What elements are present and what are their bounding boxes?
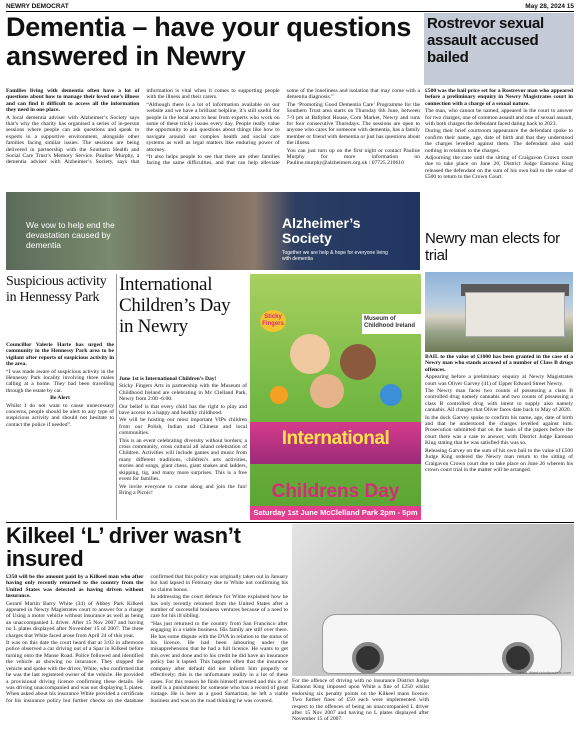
hennessy-article xyxy=(6,342,114,520)
hennessy-paragraph: “I was made aware of suspicious activity in the Hennessy Park locality involving three males calling at a home. They had been travelling through the estate by car. xyxy=(6,368,114,394)
rostrevor-paragraph: During their brief courtroom appearance the defendant spoke to confirm their name, age, date of birth and that they understood the charges levelled against them. The defendant also said nothing in relation to the charges. xyxy=(425,128,573,154)
dementia-paragraph: “Although there is a lot of information available on our website and we have a brilliant helpline, it’s still useful for people in the local area to hear from experts who work on some of these tricky issues every day. People really value the opportunity to ask questions about things like how to navigate around our complex health and social care systems as well as legal matters like enduring power of attorney. xyxy=(146,101,280,153)
childrens-day-lead: June 1st is International Children’s Day! xyxy=(119,376,217,382)
hennessy-headline: Suspicious activity in Hennessy Park xyxy=(6,274,107,305)
kilkeel-paragraph: Gerard Martin Barry White (34) of Abbey Park Kilkeel appeared in Newry Magistrates court to answer for a charge of Using a motor vehicle without insurance as well as being an unaccompanied L driver. After 15 Nov 2007 and having no L plates displayed after November 15 of 2007. The three charges that White faced arose from April 24 of this year. xyxy=(6,600,144,639)
child-illustration xyxy=(290,334,330,374)
rostrevor-paragraph: Adjourning the case until the sitting of Craigavon Crown court due to take place on June 26, District Judge Eamonn King released the defendant on the sum of his own bail to the value of £500 to return to the Crown Court. xyxy=(425,155,573,181)
newry-trial-paragraph: The Newry man faces two counts of possessing a class B controlled drug namely cannabis and two counts of possessing a class B controlled drug with intent to supply also namely cannabis. All charges that Oliver faces date back to May of 2020. xyxy=(425,388,573,414)
dementia-paragraph: “It also helps people to see that there are other families facing the same difficulties, and that can help alleviate some of the loneliness and isolation that may come with a dementia diagnosis.” xyxy=(146,88,420,167)
ball-illustration xyxy=(270,386,288,404)
child-illustration xyxy=(340,344,376,380)
newry-trial-paragraph: Appearing before a preliminary enquiry at Newry Magistrates court was Oliver Garvey (41) of Upper Edward Street Newry. xyxy=(425,374,573,387)
dementia-paragraph: A local dementia adviser with Alzheimer’s Society says that’s why the charity has organised a series of in-person sessions where people can ask questions and speak to experts in a supportive environment, alongside other families facing similar issues. The sessions are being delivered in partnership with the Southern Health and Social Care Trust’s Memory Service. Pauline Murphy, a dementia adviser with Alzheimer’s Society, says that information is vital when it comes to supporting people with the illness and their carers. xyxy=(6,88,280,166)
dementia-paragraph: The ‘Promoting Good Dementia Care’ Programme for the Southern Trust area starts on Thursday 6th June, between 7-9 pm at Ballybot House, Corn Market, Newry and runs for four consecutive Thursdays. The sessions are open to anyone who cares for someone with dementia, has a family member or friend with dementia or just has questions about the illness. xyxy=(286,101,420,147)
newry-trial-article xyxy=(425,354,573,522)
kilkeel-lead: £350 will be the amount paid by a Kilkeel man who after having only recently returned to the country from the United States was detected as having driven without insurance. xyxy=(6,574,144,600)
photo-credit: Jamie Welsh/shutterstock.com xyxy=(516,670,571,675)
alzheimers-logo xyxy=(282,202,392,262)
poster-footer: Saturday 1st June McClelland Park 2pm - 5pm xyxy=(250,506,421,520)
kilkeel-paragraph: “Has just returned to the country from San Francisco after engaging in a viable business. His family are still over there. He has some dispute with the DVA in relation to the status of his licence. He had been labouring under the misapprehension that he had a full licence. He wants to get this over and done and to his credit he did have an insurance policy but it lapsed. This happens often that the insurance company after default did not inform him properly or effectively; this is the unfortunate reality in a lot of these cases. For this reason he finds himself arrested and this in of itself is a punishment for someone who has a record of great vintage. He is here as a good Samaritan, he left a viable business and was on the road thinking he was covered. xyxy=(150,620,288,704)
dementia-paragraph: You can just turn up on the first night or contact Pauline Murphy for more information on Pauline.murphy@alzheimers.org.uk / 07725 210610 xyxy=(286,147,420,167)
poster-banner-text: International xyxy=(281,428,390,449)
childrens-day-paragraph: Sticky Fingers Arts in partnership with the Museum of Childhood Ireland are celebrating in Mc Clelland Park, Newry from 2:00 -6:00. xyxy=(119,383,247,403)
kilkeel-paragraph: It was on this date the court heard that at 3:03 in afternoon police observed a car driving out of a Spar in Kilkeel before turning onto the Manse Road. Police followed and identified the vehicle as showing no insurance. They stopped the vehicle and spoke with the driver, White, who confirmed that he was the last registered owner of the vehicle. He provided a provisional driving licence confirming these details. He was driving unaccompanied and was not displaying L plates. When asked about his insurance White provided a certificate for his insurance policy but further checks on the database confirmed that this policy was originally taken out in January but had lapsed in February due to White not confirming his no claims bonus. xyxy=(6,574,288,704)
childrens-day-headline: International Children’s Day in Newry xyxy=(119,274,231,337)
hennessy-paragraph: Whilst I do not want to cause unnecessary concerns, people should be alert to any type of suspicious activity and should not hesitate to contact the police if needed”. xyxy=(6,402,114,428)
rostrevor-lead: £500 was the bail price set for a Rostrevor man who appeared before a preliminary enquiry in Newry Magistrates court in connection with a charge of a sexual nature. xyxy=(425,88,573,107)
house-photo xyxy=(425,272,573,352)
childrens-day-poster xyxy=(250,274,421,520)
section-rule xyxy=(6,522,574,523)
newry-trial-lead: BAIL to the value of £1000 has been granted in the case of a Newry man who stands accused of a number of Class B drugs offences. xyxy=(425,354,573,373)
dementia-article xyxy=(6,88,420,190)
poster-banner xyxy=(250,422,421,464)
hennessy-lead: Councillor Valerie Harte has urged the community in the Hennessy Park area to be vigilant after reports of suspicious activity in the area. xyxy=(6,342,114,368)
house-building xyxy=(465,292,565,337)
hennessy-subhead: Be Alert xyxy=(50,395,70,402)
child-illustration xyxy=(310,374,344,408)
paper-name: NEWRY DEMOCRAT xyxy=(6,3,69,10)
rostrevor-article xyxy=(425,88,573,228)
car-photo xyxy=(292,524,574,676)
dementia-photo xyxy=(6,192,420,270)
rostrevor-headline: Rostrevor sexual assault accused bailed xyxy=(424,13,574,85)
alzheimers-logo-tagline: Together we are help & hope for everyone living with dementia xyxy=(282,250,388,262)
masthead xyxy=(6,2,574,12)
kilkeel-headline: Kilkeel ‘L’ driver wasn’t insured xyxy=(6,524,241,571)
sticky-fingers-logo: Sticky Fingers xyxy=(260,310,286,332)
kilkeel-article-mid xyxy=(292,678,429,734)
dementia-lead: Families living with dementia often have a lot of questions about how to manage their loved one’s illness and can find it difficult to access all the information they need in one place. xyxy=(6,88,140,114)
newry-trial-headline: Newry man elects for trial xyxy=(425,230,560,264)
column-rule xyxy=(116,274,117,520)
dementia-photo-caption: We vow to help end the devastation caused by dementia xyxy=(26,220,115,250)
museum-of-childhood-logo: Museum of Childhood Ireland xyxy=(362,314,421,334)
newry-trial-paragraph: In the dock Garvey spoke to confirm his name, age, date of birth and that he understood the charges levelled against him. Prosecution submitted that on the basis of the papers before the court there was a case to answer, with District Judge Eamonn King stating that he was satisfied this was so. xyxy=(425,414,573,447)
childrens-day-paragraph: We will be hosting our most important VIPs children from our Polish, Indian and Chinese and local communities. xyxy=(119,417,247,437)
childrens-day-paragraph: We invite everyone to come along and join the fun! Bring a Picnic! xyxy=(119,483,247,496)
newry-trial-paragraph: Releasing Garvey on the sum of his own bail to the value of £500 Judge King ordered the Newry man return to the sitting of Craigavon Crown court due to take place on June 26 wherein his crown court trial in the matter will be arranged. xyxy=(425,447,573,473)
childrens-day-article xyxy=(119,376,247,520)
kilkeel-article-right xyxy=(435,678,574,734)
kilkeel-article-left xyxy=(6,574,288,734)
kilkeel-paragraph: In addressing the court defence for White explained how he has only recently returned from the United States after a number of successful business ventures because of a need to care for his ill sibling. xyxy=(150,594,288,620)
car-wheel xyxy=(352,642,384,674)
childrens-day-paragraph: Our belief is that every child has the right to play and have access to a happy and healthy childhood. xyxy=(119,403,247,417)
kilkeel-paragraph: For the offence of driving with no insurance District Judge Eamonn King imposed upon White a fine of £250 whilst endorsing six penalty points on the Kilkeel mans licence. Two further fines of £50 each were implemented with respect to the offences of being an unaccompanied L driver after 15 Nov 2007 and having no L plates displayed after November 15 of 2007. xyxy=(292,678,429,723)
ball-illustration xyxy=(380,384,402,406)
page-date: May 28, 2024 15 xyxy=(525,3,574,10)
rostrevor-paragraph: The man, who cannot be named, appeared in the court to answer for two charges, one of common assault and one of sexual assault, with both charges the defendant faced dating back to 2023. xyxy=(425,108,573,128)
alzheimers-logo-name: Alzheimer’s Society xyxy=(282,215,361,246)
dementia-headline: Dementia – have your questions answered in Newry xyxy=(6,13,412,71)
poster-title: Childrens Day xyxy=(271,481,400,502)
childrens-day-paragraph: This is an event celebrating diversity without borders; a cross community, cross cultural all island celebration of Children. Activities will include games and music from many different traditions, children’s arts activities, stories and songs, giant chess, giant snakes and ladders, skipping, tig, and many more surprises. This is a free event for families. xyxy=(119,437,247,483)
